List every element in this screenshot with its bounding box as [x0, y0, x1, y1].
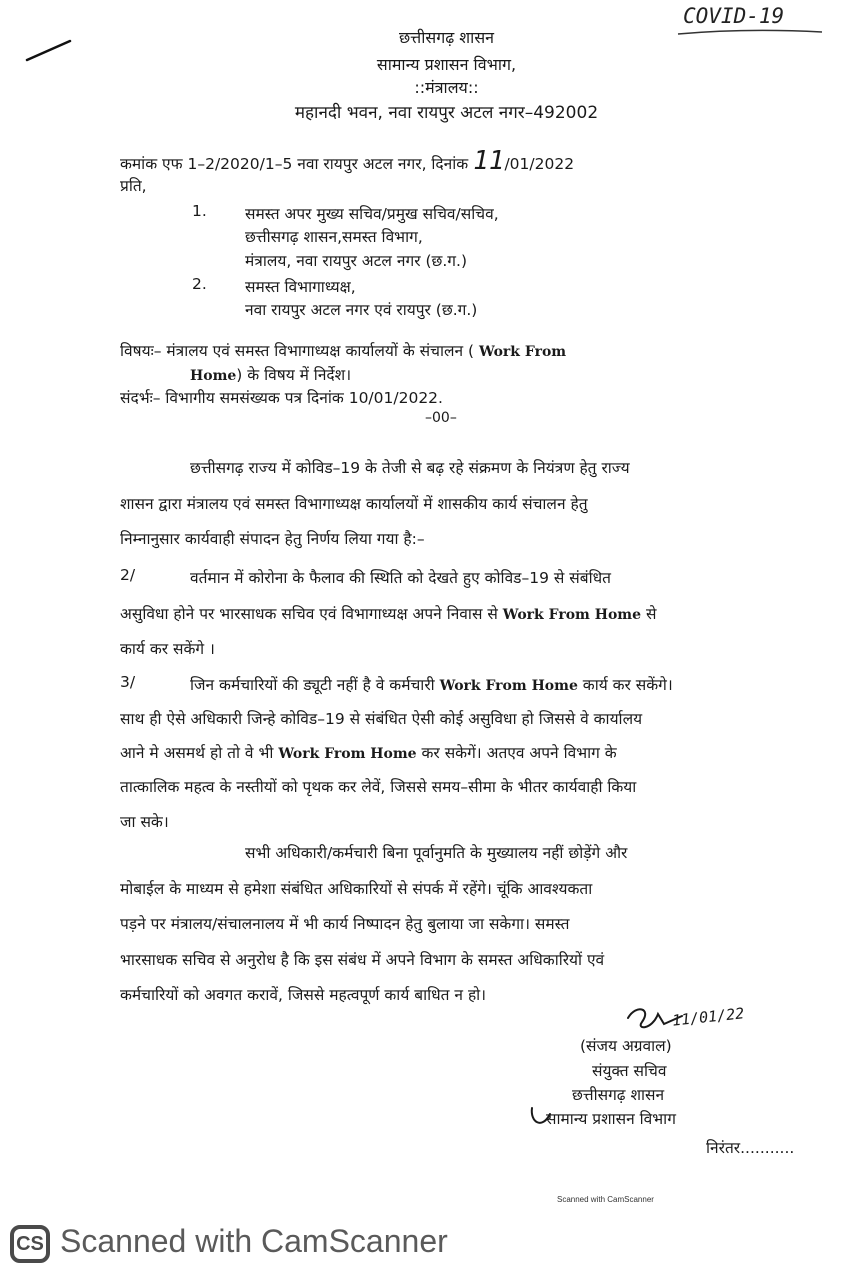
camscanner-logo-icon: CS	[10, 1225, 50, 1263]
para2-number: 2/	[120, 566, 136, 584]
signatory-org-2: सामान्य प्रशासन विभाग	[546, 1110, 676, 1128]
para2-line-1: वर्तमान में कोरोना के फैलाव की स्थिति को देखते हुए कोविड–19 से संबंधित	[190, 569, 611, 587]
subject-reference: संदर्भः– विभागीय समसंख्यक पत्र दिनांक 10/01/2022.	[120, 389, 443, 407]
para3-line-5: जा सके।	[120, 813, 169, 831]
para1-line-3: निम्नानुसार कार्यवाही संपादन हेतु निर्णय लिया गया है:–	[120, 530, 425, 548]
para4-line-1: सभी अधिकारी/कर्मचारी बिना पूर्वानुमति के मुख्यालय नहीं छोड़ेंगे और	[245, 844, 628, 862]
header-department: सामान्य प्रशासन विभाग,	[376, 55, 517, 74]
para3-line-1	[190, 673, 673, 695]
para2-text-en: Work From Home	[502, 607, 642, 623]
signature-date-hand: 11/01/22	[671, 1004, 745, 1030]
para3-text-en-2: Work From Home	[278, 746, 417, 762]
para1-line-2: शासन द्वारा मंत्रालय एवं समस्त विभागाध्यक्ष कार्यालयों में शासकीय कार्य संचालन हेतु	[120, 495, 588, 513]
section-divider: –00–	[425, 410, 457, 426]
para3-number: 3/	[120, 673, 136, 691]
para3-text-hi-2: आने मे असमर्थ हो तो वे भी	[120, 744, 274, 762]
recipient-1-number: 1.	[192, 202, 207, 220]
para2-line-2	[120, 602, 656, 624]
recipient-1-line-3: मंत्रालय, नवा रायपुर अटल नगर (छ.ग.)	[245, 252, 467, 270]
para2-line-3: कार्य कर सकेंगे ।	[120, 640, 215, 658]
para3-text-end: कार्य कर सकेंगे।	[582, 676, 673, 694]
recipient-1-line-1: समस्त अपर मुख्य सचिव/प्रमुख सचिव/सचिव,	[245, 205, 499, 223]
header-address: महानदी भवन, नवा रायपुर अटल नगर–492002	[294, 103, 599, 123]
recipient-1-line-2: छत्तीसगढ़ शासन,समस्त विभाग,	[245, 228, 423, 246]
reference-date-rest: /01/2022	[504, 155, 575, 173]
para1-line-1: छत्तीसगढ़ राज्य में कोविड–19 के तेजी से बढ़ रहे संक्रमण के नियंत्रण हेतु राज्य	[190, 459, 630, 477]
subject-line-2	[190, 363, 351, 385]
signatory-org-1: छत्तीसगढ़ शासन	[572, 1086, 665, 1104]
recipient-2-number: 2.	[192, 275, 207, 293]
recipient-2-line-2: नवा रायपुर अटल नगर एवं रायपुर (छ.ग.)	[245, 301, 478, 319]
continued-marker: निरंतर...........	[706, 1139, 795, 1157]
para4-line-2: मोबाईल के माध्यम से हमेशा संबंधित अधिकारियों से संपर्क में रहेंगे। चूंकि आवश्यकता	[120, 880, 593, 898]
para3-text-hi: जिन कर्मचारियों की ड्यूटी नहीं है वे कर्मचारी	[190, 676, 435, 694]
header-govt: छत्तीसगढ़ शासन	[398, 28, 495, 47]
para3-line-3	[120, 741, 617, 763]
subject-text-en: Work From	[479, 344, 567, 360]
para2-text-hi: असुविधा होने पर भारसाधक सचिव एवं विभागाध्यक्ष अपने निवास से	[120, 605, 498, 623]
para3-text-end-2: कर सकेगें। अतएव अपने विभाग के	[421, 744, 617, 762]
subject-text-hi-2: ) के विषय में निर्देश।	[236, 366, 352, 384]
para4-line-4: भारसाधक सचिव से अनुरोध है कि इस संबंध में अपने विभाग के समस्त अधिकारियों एवं	[120, 951, 605, 969]
subject-text-hi: विषयः– मंत्रालय एवं समस्त विभागाध्यक्ष कार्यालयों के संचालन (	[120, 342, 475, 360]
recipient-2-line-1: समस्त विभागाध्यक्ष,	[245, 278, 356, 296]
header-ministry: ::मंत्रालय::	[414, 78, 479, 97]
para2-text-end: से	[645, 605, 657, 623]
camscanner-watermark: Scanned with CamScanner	[60, 1223, 448, 1259]
reference-line	[120, 146, 574, 176]
para3-text-en: Work From Home	[439, 678, 578, 694]
reference-date-hand: 11	[473, 146, 505, 176]
covid-stamp-label: COVID-19	[683, 4, 785, 28]
subject-line-1	[120, 339, 566, 361]
signatory-name: (संजय अग्रवाल)	[580, 1037, 672, 1055]
para4-line-5: कर्मचारियों को अवगत करावें, जिससे महत्वपूर्ण कार्य बाधित न हो।	[120, 986, 487, 1004]
signatory-title: संयुक्त सचिव	[592, 1062, 667, 1080]
to-label: प्रति,	[120, 177, 147, 195]
subject-text-en-2: Home	[190, 368, 237, 384]
para3-line-2: साथ ही ऐसे अधिकारी जिन्हे कोविड–19 से संबंधित ऐसी कोई असुविधा हो जिससे वे कार्यालय	[120, 710, 643, 728]
reference-number: कमांक एफ 1–2/2020/1–5 नवा रायपुर अटल नगर, दिनांक	[120, 155, 469, 173]
para3-line-4: तात्कालिक महत्व के नस्तीयों को पृथक कर लेवें, जिससे समय–सीमा के भीतर कार्यवाही किया	[120, 778, 637, 796]
para4-line-3: पड़ने पर मंत्रालय/संचालनालय में भी कार्य निष्पादन हेतु बुलाया जा सकेगा। समस्त	[120, 915, 570, 933]
scanner-small-label: Scanned with CamScanner	[557, 1195, 654, 1204]
